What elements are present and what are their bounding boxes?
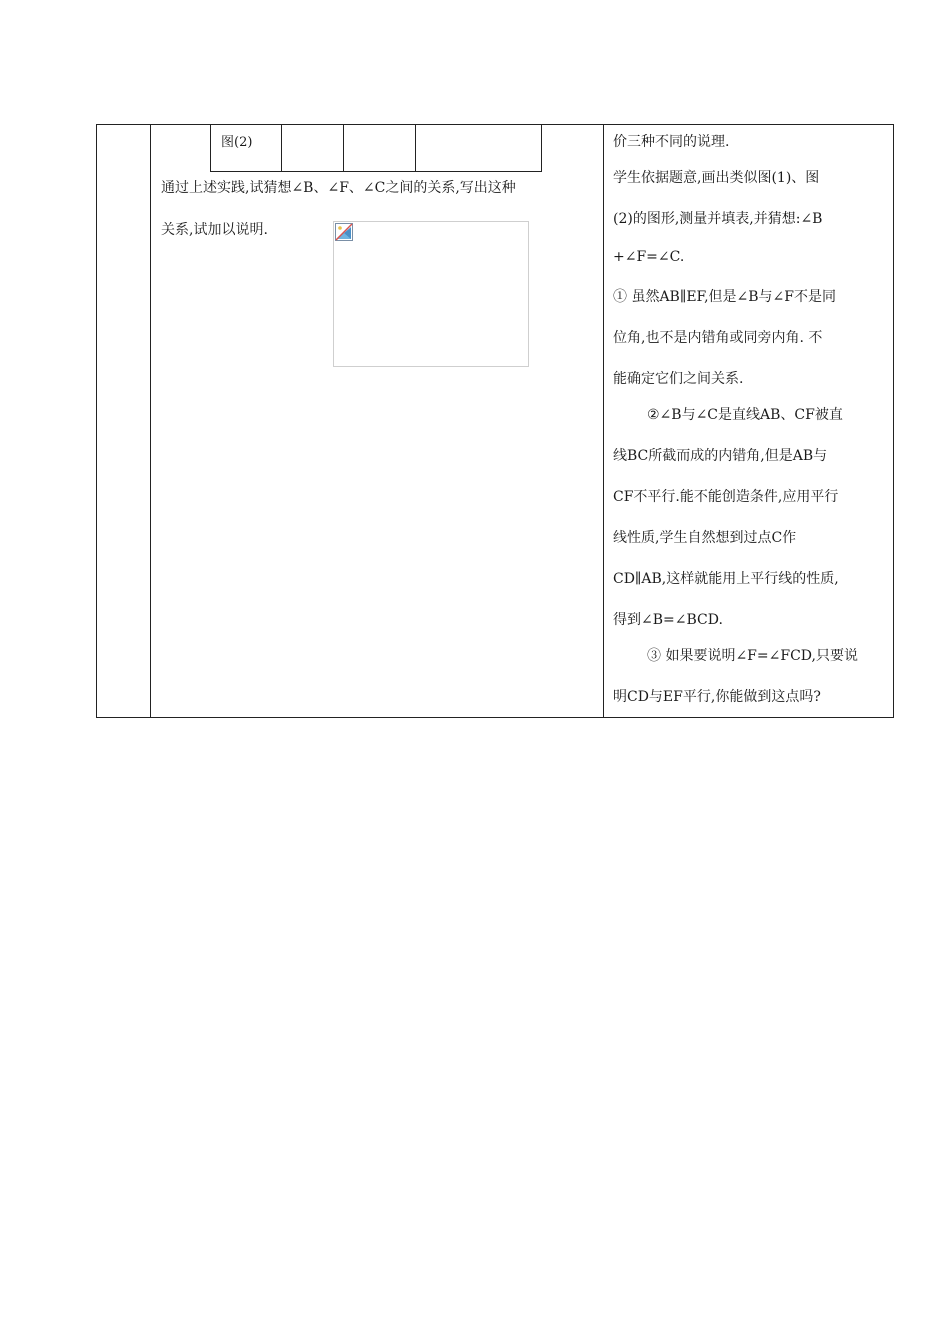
figure-label: 图(2): [221, 135, 253, 150]
explanation-line: 学生依据题意,画出类似图(1)、图: [613, 170, 820, 186]
question-line-2: 关系,试加以说明.: [161, 222, 268, 238]
explanation-line: 得到∠B=∠BCD.: [613, 612, 723, 628]
explanation-line: 线BC所截而成的内错角,但是AB与: [613, 448, 828, 464]
explanation-line: 线性质,学生自然想到过点C作: [613, 530, 797, 546]
lesson-table: [96, 124, 894, 718]
table-cell-divider: [415, 125, 416, 171]
explanation-line: +∠F=∠C.: [613, 249, 685, 265]
measurement-table: [210, 125, 542, 172]
column-divider-2: [603, 125, 604, 717]
table-cell-divider: [281, 125, 282, 171]
explanation-line: ②∠B与∠C是直线AB、CF被直: [647, 407, 843, 423]
explanation-line: (2)的图形,测量并填表,并猜想:∠B: [613, 211, 823, 227]
explanation-line: 价三种不同的说理.: [613, 134, 730, 150]
explanation-line: ③ 如果要说明∠F=∠FCD,只要说: [647, 648, 858, 664]
explanation-line: 位角,也不是内错角或同旁内角. 不: [613, 330, 823, 346]
table-cell-divider: [343, 125, 344, 171]
broken-image-icon: [335, 223, 353, 241]
figure-image-placeholder: [333, 221, 529, 367]
explanation-line: 能确定它们之间关系.: [613, 371, 744, 387]
column-divider-1: [150, 125, 151, 717]
explanation-line: ① 虽然AB∥EF,但是∠B与∠F不是同: [613, 289, 836, 305]
explanation-line: 明CD与EF平行,你能做到这点吗?: [613, 689, 821, 705]
explanation-line: CD∥AB,这样就能用上平行线的性质,: [613, 571, 839, 587]
explanation-line: CF不平行.能不能创造条件,应用平行: [613, 489, 839, 505]
question-line-1: 通过上述实践,试猜想∠B、∠F、∠C之间的关系,写出这种: [161, 180, 516, 196]
